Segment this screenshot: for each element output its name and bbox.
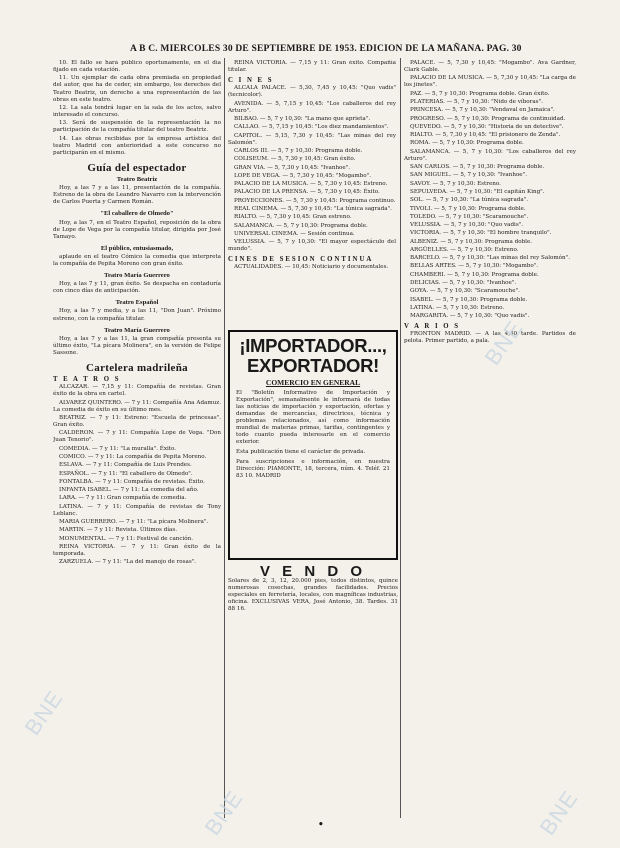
teatros-list bbox=[53, 384, 221, 566]
guia-subtitle: Teatro Español bbox=[115, 299, 159, 307]
page-header: A B C. MIERCOLES 30 DE SEPTIEMBRE DE 1953. EDICION DE LA MAÑANA. PAG. 30 bbox=[130, 44, 522, 54]
cartelera-title: Cartelera madrileña bbox=[86, 362, 188, 375]
ad-body: Para suscripciones e información, en nuestra Dirección: PIAMONTE, 18, tercera, núm. 4. Teléf. 21 83 10. MADRID bbox=[236, 459, 390, 479]
list-item: ALCAZAR. — 7,15 y 11: Compañía de revistas. Gran éxito de la obra en cartel. bbox=[53, 384, 221, 398]
intro-rules bbox=[53, 60, 221, 157]
cines-heading: C I N E S bbox=[228, 77, 274, 85]
ad-body: El "Boletín Informativo de Importación y Exportación", semanalmente le informará de todas las noticias de importación y exportación, ofertas y demandas de mercancías, directrices, técnica y problemas relacionados, así como información mundial de materias primas, tarifas, contingentes y todo cuanto pueda interesarle en el comercio exterior. bbox=[236, 390, 390, 445]
list-item: SEPULVEDA. — 5, 7 y 10,30: "El capitán King". bbox=[410, 188, 545, 195]
ad-subheadline: COMERCIO EN GENERAL bbox=[265, 378, 361, 387]
guia-text: Hoy, a las 7 y media, y a las 11, "Don Juan". Próximo estreno, con la compañía titular. bbox=[53, 308, 221, 322]
list-item: TIVOLI. — 5, 7 y 10,30: Programa doble. bbox=[410, 205, 526, 212]
paragraph: 13. Será de suspensión de la representación la no participación de la compañía titular del teatro Beatriz. bbox=[53, 120, 221, 134]
teatros-heading: T E A T R O S bbox=[53, 376, 121, 384]
guia-subtitle: El público, entusiasmado, bbox=[100, 244, 174, 252]
paragraph: 10. El fallo se hará público oportunamente, en el día fijado en cada votación. bbox=[53, 60, 221, 74]
paragraph: FRONTON MADRID. — A las 4,30 tarde. Partidos de pelota. Primer partido, a pala. bbox=[404, 331, 576, 345]
paragraph: 14. Las obras recibidas por la empresa artística del teatro Madrid con anterioridad a este concurso no participarán en el mismo. bbox=[53, 135, 221, 156]
guia-text: Hoy, a las 7 y a las 11, la gran compañía presenta su último éxito, "La pícara Molinera", en la versión de Felipe Sassone. bbox=[53, 335, 221, 356]
list-item: AVENIDA. — 5, 7,15 y 10,45: "Los caballeros del rey Arturo". bbox=[228, 100, 396, 114]
ad-headline-1: ¡IMPORTADOR..., bbox=[239, 335, 387, 356]
vendo-ad bbox=[228, 563, 398, 613]
column-left bbox=[53, 60, 221, 830]
paragraph: 12. La sala tendrá lugar en la sala de los actos, salvo interesado el concurso. bbox=[53, 104, 221, 119]
list-item: LOPE DE VEGA. — 5, 7,30 y 10,45: "Mogambo". bbox=[234, 172, 371, 179]
list-item: PALACE. — 5, 7,30 y 10,45: "Mogambo". Ava Gardner, Clark Gable. bbox=[404, 60, 576, 74]
list-item: PRINCESA. — 5, 7 y 10,30: "Vendaval en Jamaica". bbox=[410, 107, 555, 114]
list-item: MARIA GUERRERO. — 7 y 11: "La pícara Molinera". bbox=[59, 519, 209, 526]
list-item: PALACIO DE LA MUSICA. — 5, 7,30 y 10,45: "La carga de los jinetes". bbox=[404, 75, 576, 89]
list-item: REINA VICTORIA. — 7 y 11: Gran éxito de la temporada. bbox=[53, 543, 221, 557]
list-item: PALACIO DE LA MUSICA. — 5, 7,30 y 10,45: Estreno. bbox=[234, 181, 388, 188]
list-item: TOLEDO. — 5, 7 y 10,30: "Scaramouche". bbox=[410, 213, 529, 220]
list-item: SAVOY. — 5, 7 y 10,30: Estreno. bbox=[410, 180, 501, 187]
paragraph: ACTUALIDADES. — 10,45: Noticiario y documentales. bbox=[234, 264, 389, 271]
list-item: CAPITOL. — 5,15, 7,30 y 10,45: "Las minas del rey Salomón". bbox=[228, 132, 396, 146]
list-item: VELUSSIA. — 5, 7 y 10,30: "Quo vadis". bbox=[410, 222, 524, 229]
paragraph: REINA VICTORIA. — 7,15 y 11: Gran éxito. Compañía titular. bbox=[228, 60, 396, 74]
guia-text: Hoy, a las 7 y a las 11, presentación de la compañía. Estreno de la obra de Leandro Navarro con la intervención de Carlos Puerta y Carmen Román. bbox=[53, 185, 221, 206]
varios-heading: V A R I O S bbox=[404, 323, 461, 331]
list-item: ROMA. — 5, 7 y 10,30: Programa doble. bbox=[410, 140, 524, 147]
guia-subtitle: Teatro Beatriz bbox=[116, 176, 158, 184]
list-item: ESLAVA. — 7 y 11: Compañía de Luis Prendes. bbox=[59, 462, 192, 469]
list-item: PLATERIAS. — 5, 7 y 10,30: "Nido de víboras". bbox=[410, 99, 543, 106]
list-item: BEATRIZ. — 7 y 11: Estreno: "Escuela de princesas". Gran éxito. bbox=[53, 414, 221, 429]
list-item: CHAMBERI. — 5, 7 y 10,30: Programa doble. bbox=[410, 271, 539, 278]
list-item: SAN CARLOS. — 5, 7 y 10,30: Programa doble. bbox=[410, 164, 545, 171]
list-item: ARGÜELLES. — 5, 7 y 10,30: Estreno. bbox=[410, 246, 519, 253]
ad-headline-2: EXPORTADOR! bbox=[246, 355, 380, 376]
list-item: COLISEUM. — 5, 7,30 y 10,45: Gran éxito. bbox=[234, 156, 356, 163]
guia-section bbox=[53, 176, 221, 357]
list-item: SOL. — 5, 7 y 10,30: "La túnica sagrada". bbox=[410, 197, 529, 204]
column-middle bbox=[228, 60, 396, 330]
list-item: VELUSSIA. — 5, 7 y 10,30: "El mayor espectáculo del mundo". bbox=[228, 239, 396, 253]
vendo-title: V E N D O bbox=[259, 563, 366, 580]
list-item: LARA. — 7 y 11: Gran compañía de comedia. bbox=[59, 495, 187, 502]
ad-body: Esta publicación tiene el carácter de privada. bbox=[236, 449, 366, 455]
list-item: ALCALA PALACE. — 5,30, 7,45 y 10,45: "Quo vadis" (tecnicolor). bbox=[228, 85, 396, 99]
list-item: SALAMANCA. — 5, 7 y 10,30: Programa doble. bbox=[234, 222, 368, 229]
list-item: VICTORIA. — 5, 7 y 10,30: "El hombre tranquilo". bbox=[410, 230, 552, 237]
list-item: GOYA. — 5, 7 y 10,30: "Scaramouche". bbox=[410, 288, 520, 295]
list-item: MARTIN. — 7 y 11: Revista. Últimos días. bbox=[59, 527, 178, 534]
list-item: PROGRESO. — 5, 7 y 10,30: Programa de continuidad. bbox=[410, 115, 566, 122]
list-item: BELLAS ARTES. — 5, 7 y 10,30: "Mogambo". bbox=[410, 263, 539, 270]
list-item: RIALTO. — 5, 7,30 y 10,45: Gran estreno. bbox=[234, 214, 352, 221]
cines-list-right bbox=[404, 60, 576, 320]
list-item: MONUMENTAL. — 7 y 11: Festival de canción. bbox=[59, 535, 194, 542]
paragraph: 11. Un ejemplar de cada obra premiada en propiedad del autor, que ha de ceder, sin embargo, los derechos del Teatro Beatriz, un derecho a una representación de las obras en este teatro. bbox=[53, 75, 221, 103]
list-item: MARGARITA. — 5, 7 y 10,30: "Quo vadis". bbox=[410, 313, 530, 320]
column-rule-2 bbox=[400, 58, 401, 818]
list-item: RIALTO. — 5, 7,30 y 10,45: "El prisionero de Zenda". bbox=[410, 132, 561, 139]
guia-title: Guía del espectador bbox=[87, 161, 187, 174]
list-item: CALDERON. — 7 y 11: Compañía Lope de Vega. "Don Juan Tenorio". bbox=[53, 430, 221, 444]
list-item: CARLOS III. — 5, 7 y 10,30: Programa doble. bbox=[234, 147, 363, 154]
column-rule-1 bbox=[224, 58, 225, 818]
list-item: BILBAO. — 5, 7 y 10,30: "La mano que aprieta". bbox=[234, 116, 371, 123]
list-item: FONTALBA. — 7 y 11: Compañía de revistas. Éxito. bbox=[59, 478, 205, 485]
list-item: SAN MIGUEL. — 5, 7 y 10,30: "Ivanhoe". bbox=[410, 172, 527, 179]
list-item: CALLAO. — 5, 7,15 y 10,45: "Los diez mandamientos". bbox=[234, 124, 389, 131]
watermark: BNE bbox=[534, 785, 583, 840]
guia-text: aplaude en el teatro Cómico la comedia que interpreta la compañía de Pepita Moreno con gran éxito. bbox=[53, 253, 221, 267]
list-item: GRAN VIA. — 5, 7,30 y 10,45: "Ivanhoe". bbox=[234, 164, 351, 171]
watermark: BNE bbox=[199, 785, 248, 840]
list-item: ISABEL. — 5, 7 y 10,30: Programa doble. bbox=[410, 296, 528, 303]
watermark: BNE bbox=[479, 315, 528, 370]
list-item: PALACIO DE LA PRENSA. — 5, 7,30 y 10,45: Éxito. bbox=[234, 189, 380, 196]
list-item: ZARZUELA. — 7 y 11: "La del manojo de rosas". bbox=[59, 559, 197, 566]
list-item: PROYECCIONES. — 5, 7,30 y 10,45: Programa continuo. bbox=[234, 197, 396, 204]
guia-subtitle: Teatro María Guerrero bbox=[104, 326, 170, 334]
guia-subtitle: "El caballero de Olmedo" bbox=[100, 210, 174, 218]
list-item: COMEDIA. — 7 y 11: "La muralla". Éxito. bbox=[59, 445, 177, 452]
list-item: INFANTA ISABEL. — 7 y 11: La comedia del año. bbox=[59, 487, 199, 494]
footer-mark: • bbox=[318, 820, 324, 830]
continua-heading: CINES DE SESION CONTINUA bbox=[228, 256, 374, 264]
list-item: QUEVEDO. — 5, 7 y 10,30: "Historia de un detective". bbox=[410, 123, 564, 130]
list-item: LATINA. — 5, 7 y 10,30: Estreno. bbox=[410, 304, 505, 311]
list-item: BARCELO. — 5, 7 y 10,30: "Las minas del rey Salomón". bbox=[410, 255, 570, 262]
list-item: LATINA. — 7 y 11: Compañía de revistas de Tony Leblanc. bbox=[53, 503, 221, 517]
list-item: ESPAÑOL. — 7 y 11: "El caballero de Olmedo". bbox=[59, 470, 193, 477]
list-item: COMICO. — 7 y 11: La compañía de Pepita Moreno. bbox=[59, 454, 207, 460]
guia-subtitle: Teatro María Guerrero bbox=[104, 272, 170, 280]
vendo-text: Solares de 2, 3, 12, 20.000 pies, todos distintos, quince numerosas cosechas, grandes facilidades. Precios especiales en ferretería, locales, con magníficas industrias, oficina. EXCLUSIVAS VERA, José Antonio, 38. Tardes. 31 88 16. bbox=[228, 578, 398, 612]
list-item: SALAMANCA. — 5, 7 y 10,30: "Los caballeros del rey Arturo". bbox=[404, 148, 576, 162]
list-item: DELICIAS. — 5, 7 y 10,30: "Ivanhoe". bbox=[410, 280, 517, 287]
list-item: REAL CINEMA. — 5, 7,30 y 10,45: "La túnica sagrada". bbox=[234, 205, 392, 212]
column-right bbox=[404, 60, 576, 820]
guia-text: Hoy, a las 7 y 11, gran éxito. Se despacha en contaduría con cinco días de anticipación. bbox=[53, 281, 221, 295]
cines-list bbox=[228, 85, 396, 253]
list-item: PAZ. — 5, 7 y 10,30: Programa doble. Gran éxito. bbox=[410, 90, 550, 97]
list-item: ALVAREZ QUINTERO. — 7 y 11: Compañía Ana Adamuz. La comedia de éxito en su último mes. bbox=[53, 399, 221, 413]
watermark: BNE bbox=[19, 685, 68, 740]
importador-ad bbox=[228, 330, 398, 560]
list-item: ALBENIZ. — 5, 7 y 10,30: Programa doble. bbox=[410, 238, 533, 245]
list-item: UNIVERSAL CINEMA. — Sesión continua. bbox=[234, 230, 355, 237]
guia-text: Hoy, a las 7, en el Teatro Español, reposición de la obra de Lope de Vega por la compañía titular, dirigida por José Tamayo. bbox=[53, 219, 221, 240]
